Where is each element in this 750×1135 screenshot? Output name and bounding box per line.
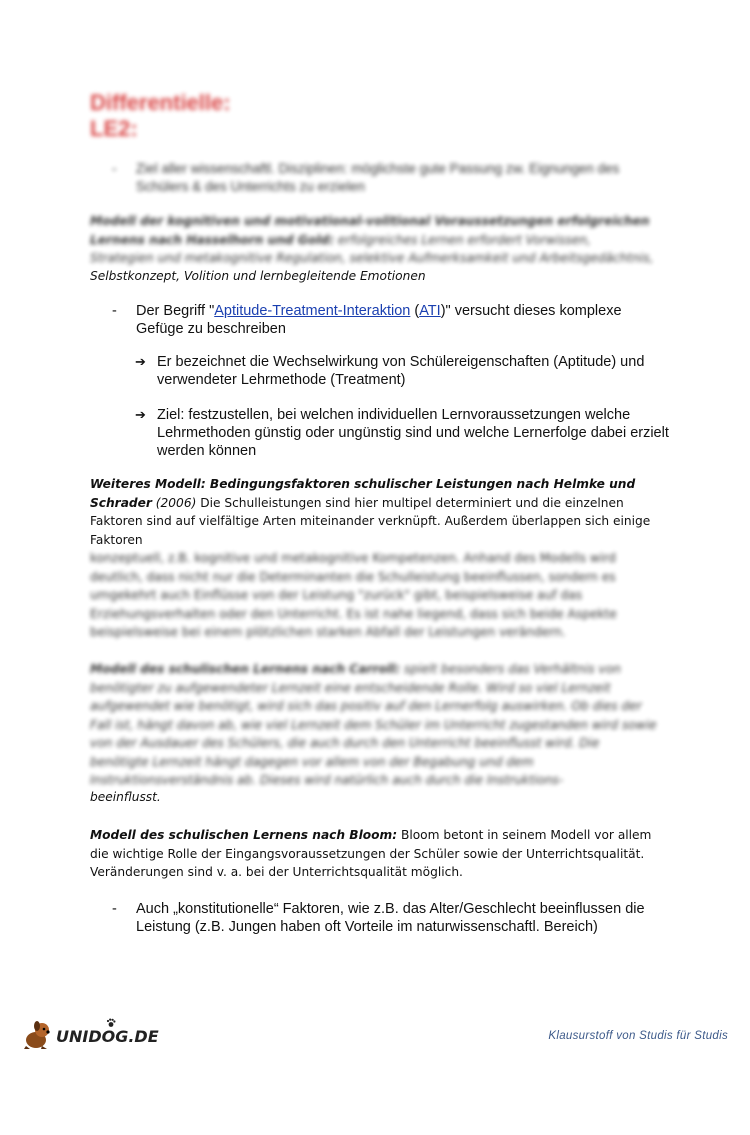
paragraph-blurred-part (90, 660, 658, 788)
bullet-dash: - (112, 161, 117, 176)
paragraph-year: (2006) (155, 495, 197, 510)
bullet-text (136, 302, 672, 338)
paragraph-hasselhorn-gold (90, 212, 658, 286)
paragraph-blurred-part: konzeptuell, z.B. kognitive und metakognitive Kompetenzen. Anhand des Modells wird deutlich, dass nicht nur die Determinanten die Schulleistung beeinflussen, sondern es umgekehrt auch Einflüsse von der Leistung "zurück" gibt, beispielsweise auf das Erziehungsverhalten oder den Unterricht. Es ist nahe liegend, dass sich beide Aspekte beispielsweise bei einem plötzlichen starken Abfall der Leistungen verändern. (90, 551, 617, 639)
paragraph-text: erfolgreiches Lernen erfordert Vorwissen, Strategien und metakognitive Regulation, selektive Aufmerksamkeit und Arbeitsgedächtnis, (90, 232, 654, 265)
paragraph-heading: Modell des schulischen Lernens nach Bloom: (90, 828, 398, 842)
bullet-dash: - (112, 303, 117, 319)
logo-text: UNIDOG.DE (56, 1027, 159, 1046)
ati-link[interactable]: ATI (419, 303, 441, 319)
bullet-text: Ziel aller wissenschaftl. Disziplinen: möglichste gute Passung zw. Eignungen des Schülers & des Unterrichts zu erzielen (136, 161, 620, 194)
bullet-text-end: )" versucht dieses komplexe Gefüge zu beschreiben (136, 303, 622, 337)
arrow-item-wechselwirkung (135, 353, 665, 389)
dog-icon (22, 1018, 56, 1050)
paragraph-last-line: beeinflusst. (90, 790, 161, 804)
bullet-item-ati (112, 302, 672, 338)
arrow-right-icon: ➔ (135, 354, 146, 369)
paragraph-last-line: Selbstkonzept, Volition und lernbegleitende Emotionen (90, 269, 426, 283)
paragraph-bloom (90, 826, 658, 882)
bullet-dash: - (112, 901, 117, 917)
arrow-item-ziel (135, 406, 675, 460)
bullet-text: Auch „konstitutionelle“ Faktoren, wie z.B. das Alter/Geschlecht beeinflussen die Leistung (z.B. Jungen haben oft Vorteile im naturwissenschaftl. Bereich) (136, 901, 645, 935)
unidog-logo[interactable] (22, 1018, 159, 1050)
arrow-text: Ziel: festzustellen, bei welchen individuellen Lernvoraussetzungen welche Lehrmethoden günstig oder ungünstig sind und welche Lernerfolge dabei erzielt werden können (157, 407, 669, 459)
paragraph-text: Bloom betont in seinem Modell vor allem die wichtige Rolle der Eingangsvoraussetzungen der Schüler sowie der Unterrichtsqualität. Veränderungen sind v. a. bei der Unterrichtsqualität möglich. (90, 828, 652, 879)
paragraph-helmke-schrader (90, 475, 658, 641)
bullet-item-konstitutionell (112, 900, 657, 936)
bullet-text-start: Der Begriff " (136, 303, 215, 319)
paragraph-heading: Modell der kognitiven und motivational-volitional Voraussetzungen erfolgreichen Lernens nach Hasselhorn und Gold: (90, 214, 650, 247)
paragraph-text: Die Schulleistungen sind hier multipel determiniert und die einzelnen Faktoren sind auf vielfältige Arten miteinander verknüpft. Außerdem überlappen sich einige Faktoren (90, 495, 651, 547)
paragraph-heading: Weiteres Modell: Bedingungsfaktoren schulischer Leistungen nach Helmke und Schrader (90, 477, 636, 510)
aptitude-treatment-link[interactable]: Aptitude-Treatment-Interaktion (214, 303, 411, 319)
title-line-2: LE2: (90, 116, 138, 141)
paragraph-heading: Modell des schulischen Lernens nach Carroll: (90, 662, 401, 676)
paragraph-carroll (90, 660, 658, 807)
paragraph-text: spielt besonders das Verhältnis von benötigter zu aufgewendeter Lernzeit eine entscheidende Rolle. Wird so viel Lernzeit aufgewendet wie benötigt, wird sich das positiv auf den Lernerfolg auswirken. Ob dies der Fall ist, hängt davon ab, wie viel Lernzeit dem Schüler im Unterricht zugestanden wird sowie von der Ausdauer des Schülers, die auch durch den Unterricht beeinflusst wird. Die benötigte Lernzeit hängt dagegen vor allem von der Begabung und dem Instruktionsverständnis ab. Dieses wird natürlich auch durch die Instruktions- (90, 662, 657, 787)
arrow-right-icon: ➔ (135, 407, 146, 422)
bullet-item-goal (112, 160, 652, 196)
bullet-text-mid: ( (410, 303, 420, 319)
arrow-text: Er bezeichnet die Wechselwirkung von Schülereigenschaften (Aptitude) und verwendeter Lehrmethode (Treatment) (157, 354, 645, 388)
paragraph-blurred-part (90, 212, 658, 267)
page-title (90, 90, 231, 142)
footer-tagline: Klausurstoff von Studis für Studis (548, 1030, 728, 1042)
title-line-1: Differentielle: (90, 90, 231, 115)
